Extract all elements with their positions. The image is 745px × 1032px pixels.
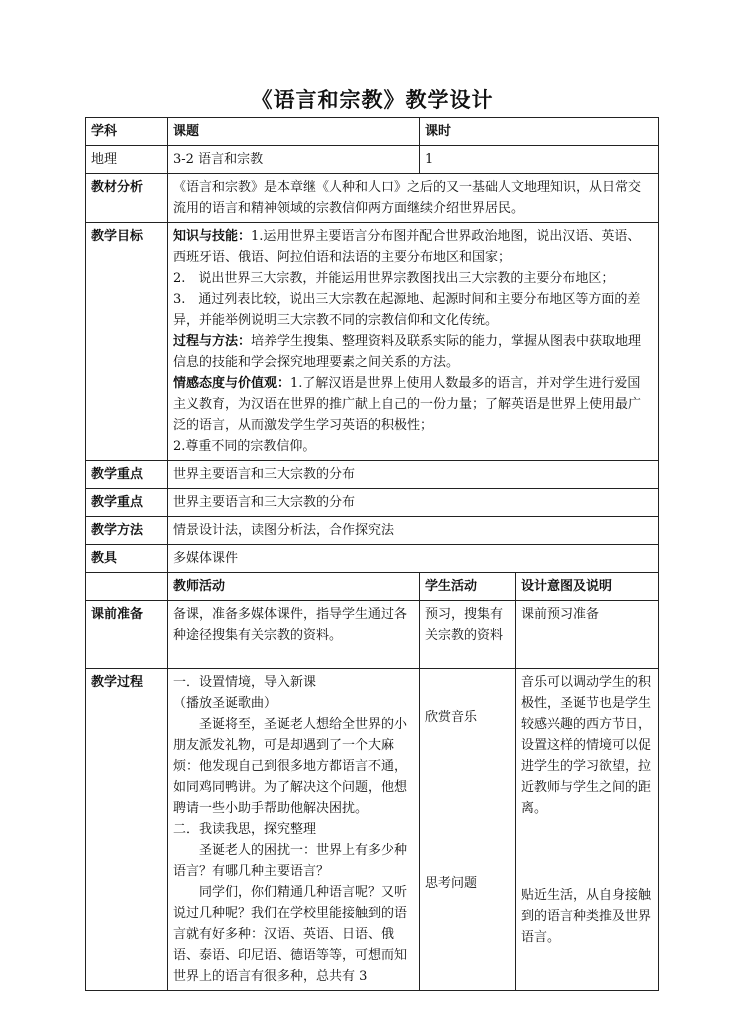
attitude-label: 情感态度与价值观： [173,376,291,391]
process-text: 培养学生搜集、整理资料及联系实际的能力，掌握从图表中获取地理信息的技能和学会探究地理要素之间关系的方法。 [173,334,642,370]
knowledge-item-3: 3. 通过列表比较，说出三大宗教在起源地、起源时间和主要分布地区等方面的差异，并能举例说明三大宗教不同的宗教信仰和文化传统。 [173,292,641,328]
key-points-text: 世界主要语言和三大宗教的分布 [168,461,659,489]
process-teacher-line-3: 圣诞将至，圣诞老人想给全世界的小朋友派发礼物，可是却遇到了一个大麻烦：他发现自己到很多地方都语言不通，如同鸡同鸭讲。为了解决这个问题，他想聘请一些小助手帮助他解决困扰。 [173,717,408,816]
tools-text: 多媒体课件 [168,545,659,573]
goals-content [168,223,659,461]
process-student [420,669,516,991]
hours-header: 课时 [420,118,659,146]
student-activity-header: 学生活动 [420,573,516,601]
difficult-points-text: 世界主要语言和三大宗教的分布 [168,489,659,517]
process-teacher-line-4: 二．我读我思，探究整理 [173,822,317,837]
process-row [86,669,659,991]
activity-header-row [86,573,659,601]
process-teacher-line-2: （播放圣诞歌曲） [173,696,278,711]
knowledge-label: 知识与技能： [173,229,252,244]
analysis-row [86,174,659,223]
lesson-plan-table [85,117,659,991]
process-intent-2: 贴近生活，从自身接触到的语言种类推及世界语言。 [521,888,652,945]
difficult-points-label: 教学重点 [86,489,168,517]
document-title: 《语言和宗教》教学设计 [251,87,494,112]
teacher-activity-header: 教师活动 [168,573,420,601]
prep-teacher: 备课，准备多媒体课件，指导学生通过各种途径搜集有关宗教的资料。 [168,601,420,669]
process-student-2: 思考问题 [425,876,478,891]
knowledge-item-1: 1.运用世界主要语言分布图并配合世界政治地图，说出汉语、英语、西班牙语、俄语、阿拉伯语和法语的主要分布地区和国家； [173,229,641,265]
tools-label: 教具 [86,545,168,573]
process-label: 过程与方法： [173,334,252,349]
process-teacher [168,669,420,991]
process-intent-1: 音乐可以调动学生的积极性，圣诞节也是学生较感兴趣的西方节日，设置这样的情境可以促进学生的学习欲望，拉近教师与学生之间的距离。 [521,675,652,816]
prep-label: 课前准备 [86,601,168,669]
analysis-text: 《语言和宗教》是本章继《人种和人口》之后的又一基础人文地理知识，从日常交流用的语言和精神领域的宗教信仰两方面继续介绍世界居民。 [168,174,659,223]
subject-value: 地理 [86,146,168,174]
analysis-label: 教材分析 [86,174,168,223]
goals-row [86,223,659,461]
prep-row [86,601,659,669]
prep-intent: 课前预习准备 [516,601,659,669]
process-student-1: 欣赏音乐 [425,710,478,725]
key-points-row [86,461,659,489]
topic-value: 3-2 语言和宗教 [168,146,420,174]
subject-header: 学科 [86,118,168,146]
hours-value: 1 [420,146,659,174]
attitude-item-2: 2.尊重不同的宗教信仰。 [173,439,316,454]
methods-label: 教学方法 [86,517,168,545]
attitude-item-1: 1.了解汉语是世界上使用人数最多的语言，并对学生进行爱国主义教育，为汉语在世界的推广献上自己的一份力量；了解英语是世界上使用最广泛的语言，从而激发学生学习英语的积极性； [173,376,642,433]
activity-header-empty [86,573,168,601]
knowledge-item-2: 2. 说出世界三大宗教，并能运用世界宗教图找出三大宗教的主要分布地区； [173,271,615,286]
tools-row [86,545,659,573]
prep-student: 预习，搜集有关宗教的资料 [420,601,516,669]
topic-header: 课题 [168,118,420,146]
header-row [86,118,659,146]
intent-header: 设计意图及说明 [516,573,659,601]
methods-row [86,517,659,545]
process-label-cell: 教学过程 [86,669,168,991]
process-teacher-line-6: 同学们，你们精通几种语言呢？又听说过几种呢？我们在学校里能接触到的语言就有好多种：汉语、英语、日语、俄语、泰语、印尼语、德语等等，可想而知世界上的语言有很多种，总共有 3 [173,885,408,984]
process-teacher-line-1: 一．设置情境，导入新课 [173,675,317,690]
process-intent [516,669,659,991]
goals-label: 教学目标 [86,223,168,461]
methods-text: 情景设计法，读图分析法，合作探究法 [168,517,659,545]
key-points-label: 教学重点 [86,461,168,489]
process-teacher-line-5: 圣诞老人的困扰一：世界上有多少种语言？有哪几种主要语言？ [173,843,408,879]
difficult-points-row [86,489,659,517]
meta-row [86,146,659,174]
